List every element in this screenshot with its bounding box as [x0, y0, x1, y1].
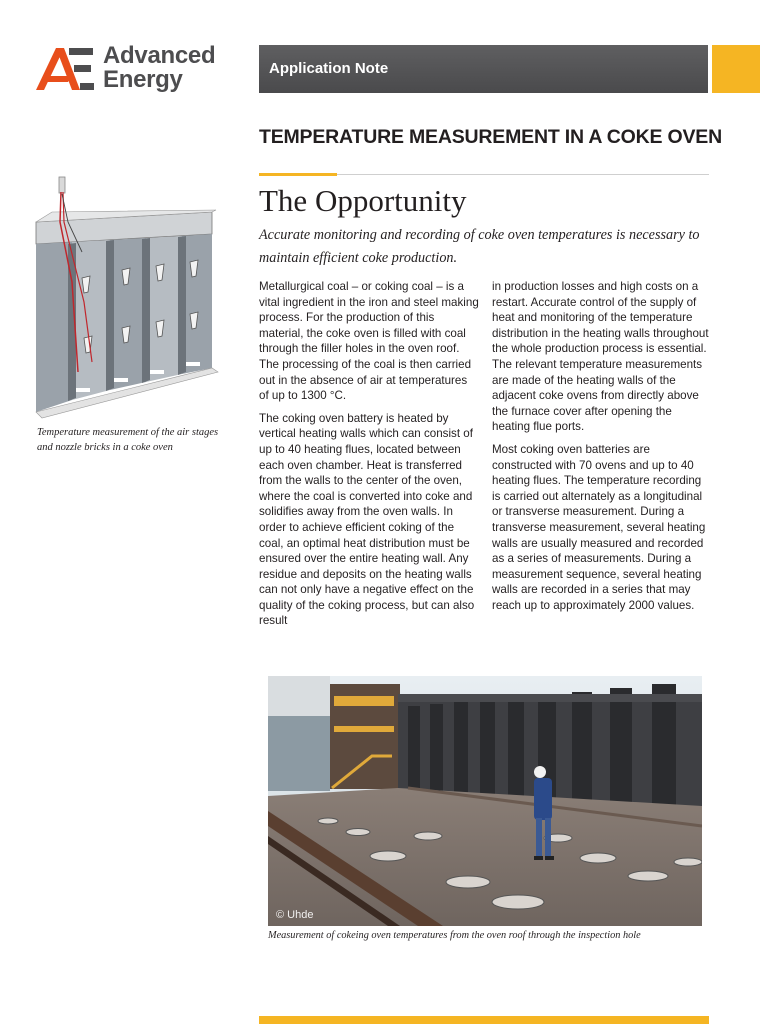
header-label: Application Note	[269, 60, 389, 77]
lead-paragraph: Accurate monitoring and recording of coke oven temperatures is necessary to maintain efficient coke production.	[259, 227, 700, 266]
logo-word-2: Energy	[103, 66, 183, 93]
document-title: TEMPERATURE MEASUREMENT IN A COKE OVEN	[259, 126, 722, 148]
oven-roof-scene	[268, 676, 702, 926]
logo-wordmark	[103, 44, 215, 92]
header-accent-block	[712, 45, 760, 93]
oven-roof-photo	[268, 676, 702, 926]
coke-oven-illustration	[32, 172, 222, 420]
photo-credit: © Uhde	[276, 909, 314, 921]
section-heading: The Opportunity	[259, 183, 467, 218]
photo-caption: Measurement of cokeing oven temperatures from the oven roof through the inspection hole	[268, 930, 641, 941]
title-rule	[337, 174, 709, 175]
application-note-bar	[259, 45, 708, 93]
body-column-right	[492, 279, 712, 620]
footer-accent-bar	[259, 1016, 709, 1024]
coke-oven-diagram	[32, 172, 222, 420]
ae-logo-icon	[36, 46, 96, 92]
paragraph: Metallurgical coal – or coking coal – is a vital ingredient in the iron and steel making process. For the production of this material, the coke oven is filled with coal through the filler holes in the oven roof. The processing of the coal is then carried out in the absence of air at temperatures of up to 1300 °C.	[259, 280, 479, 403]
title-rule-accent	[259, 173, 337, 176]
diagram-caption: Temperature measurement of the air stages and nozzle bricks in a coke oven	[37, 427, 219, 453]
paragraph: The coking oven battery is heated by vertical heating walls which can consist of up to 40 heating flues, located between each oven chamber. Heat is transferred from the walls to the center of the oven, where the coal is converted into coke and solidifies away from the oven walls. In order to achieve efficient coking of the coal, an optimal heat distribution must be ensured over the entire heating wall. Any residue and deposits on the heating walls can not only have a negative effect on the quality of the coking process, but can also result	[259, 411, 475, 628]
body-column-left	[259, 279, 479, 636]
advanced-energy-logo	[36, 44, 236, 96]
logo-word-1: Advanced	[103, 42, 216, 69]
paragraph: in production losses and high costs on a restart. Accurate control of the supply of heat and monitoring of the temperature distribution in the heating walls throughout the whole production process is essential. The relevant temperature measurements are made of the heating walls of the adjacent coke ovens from directly above the furnace cover after opening the heating flue ports.	[492, 280, 709, 434]
paragraph: Most coking oven batteries are constructed with 70 ovens and up to 40 heating flues. The temperature recording is carried out alternately as a longitudinal or transverse measurement. During a transverse measurement, several heating walls are usually measured and recorded as a series of measurements. During a measurement sequence, several heating walls are recorded in a series that may reach up to approximately 2000 values.	[492, 442, 706, 612]
